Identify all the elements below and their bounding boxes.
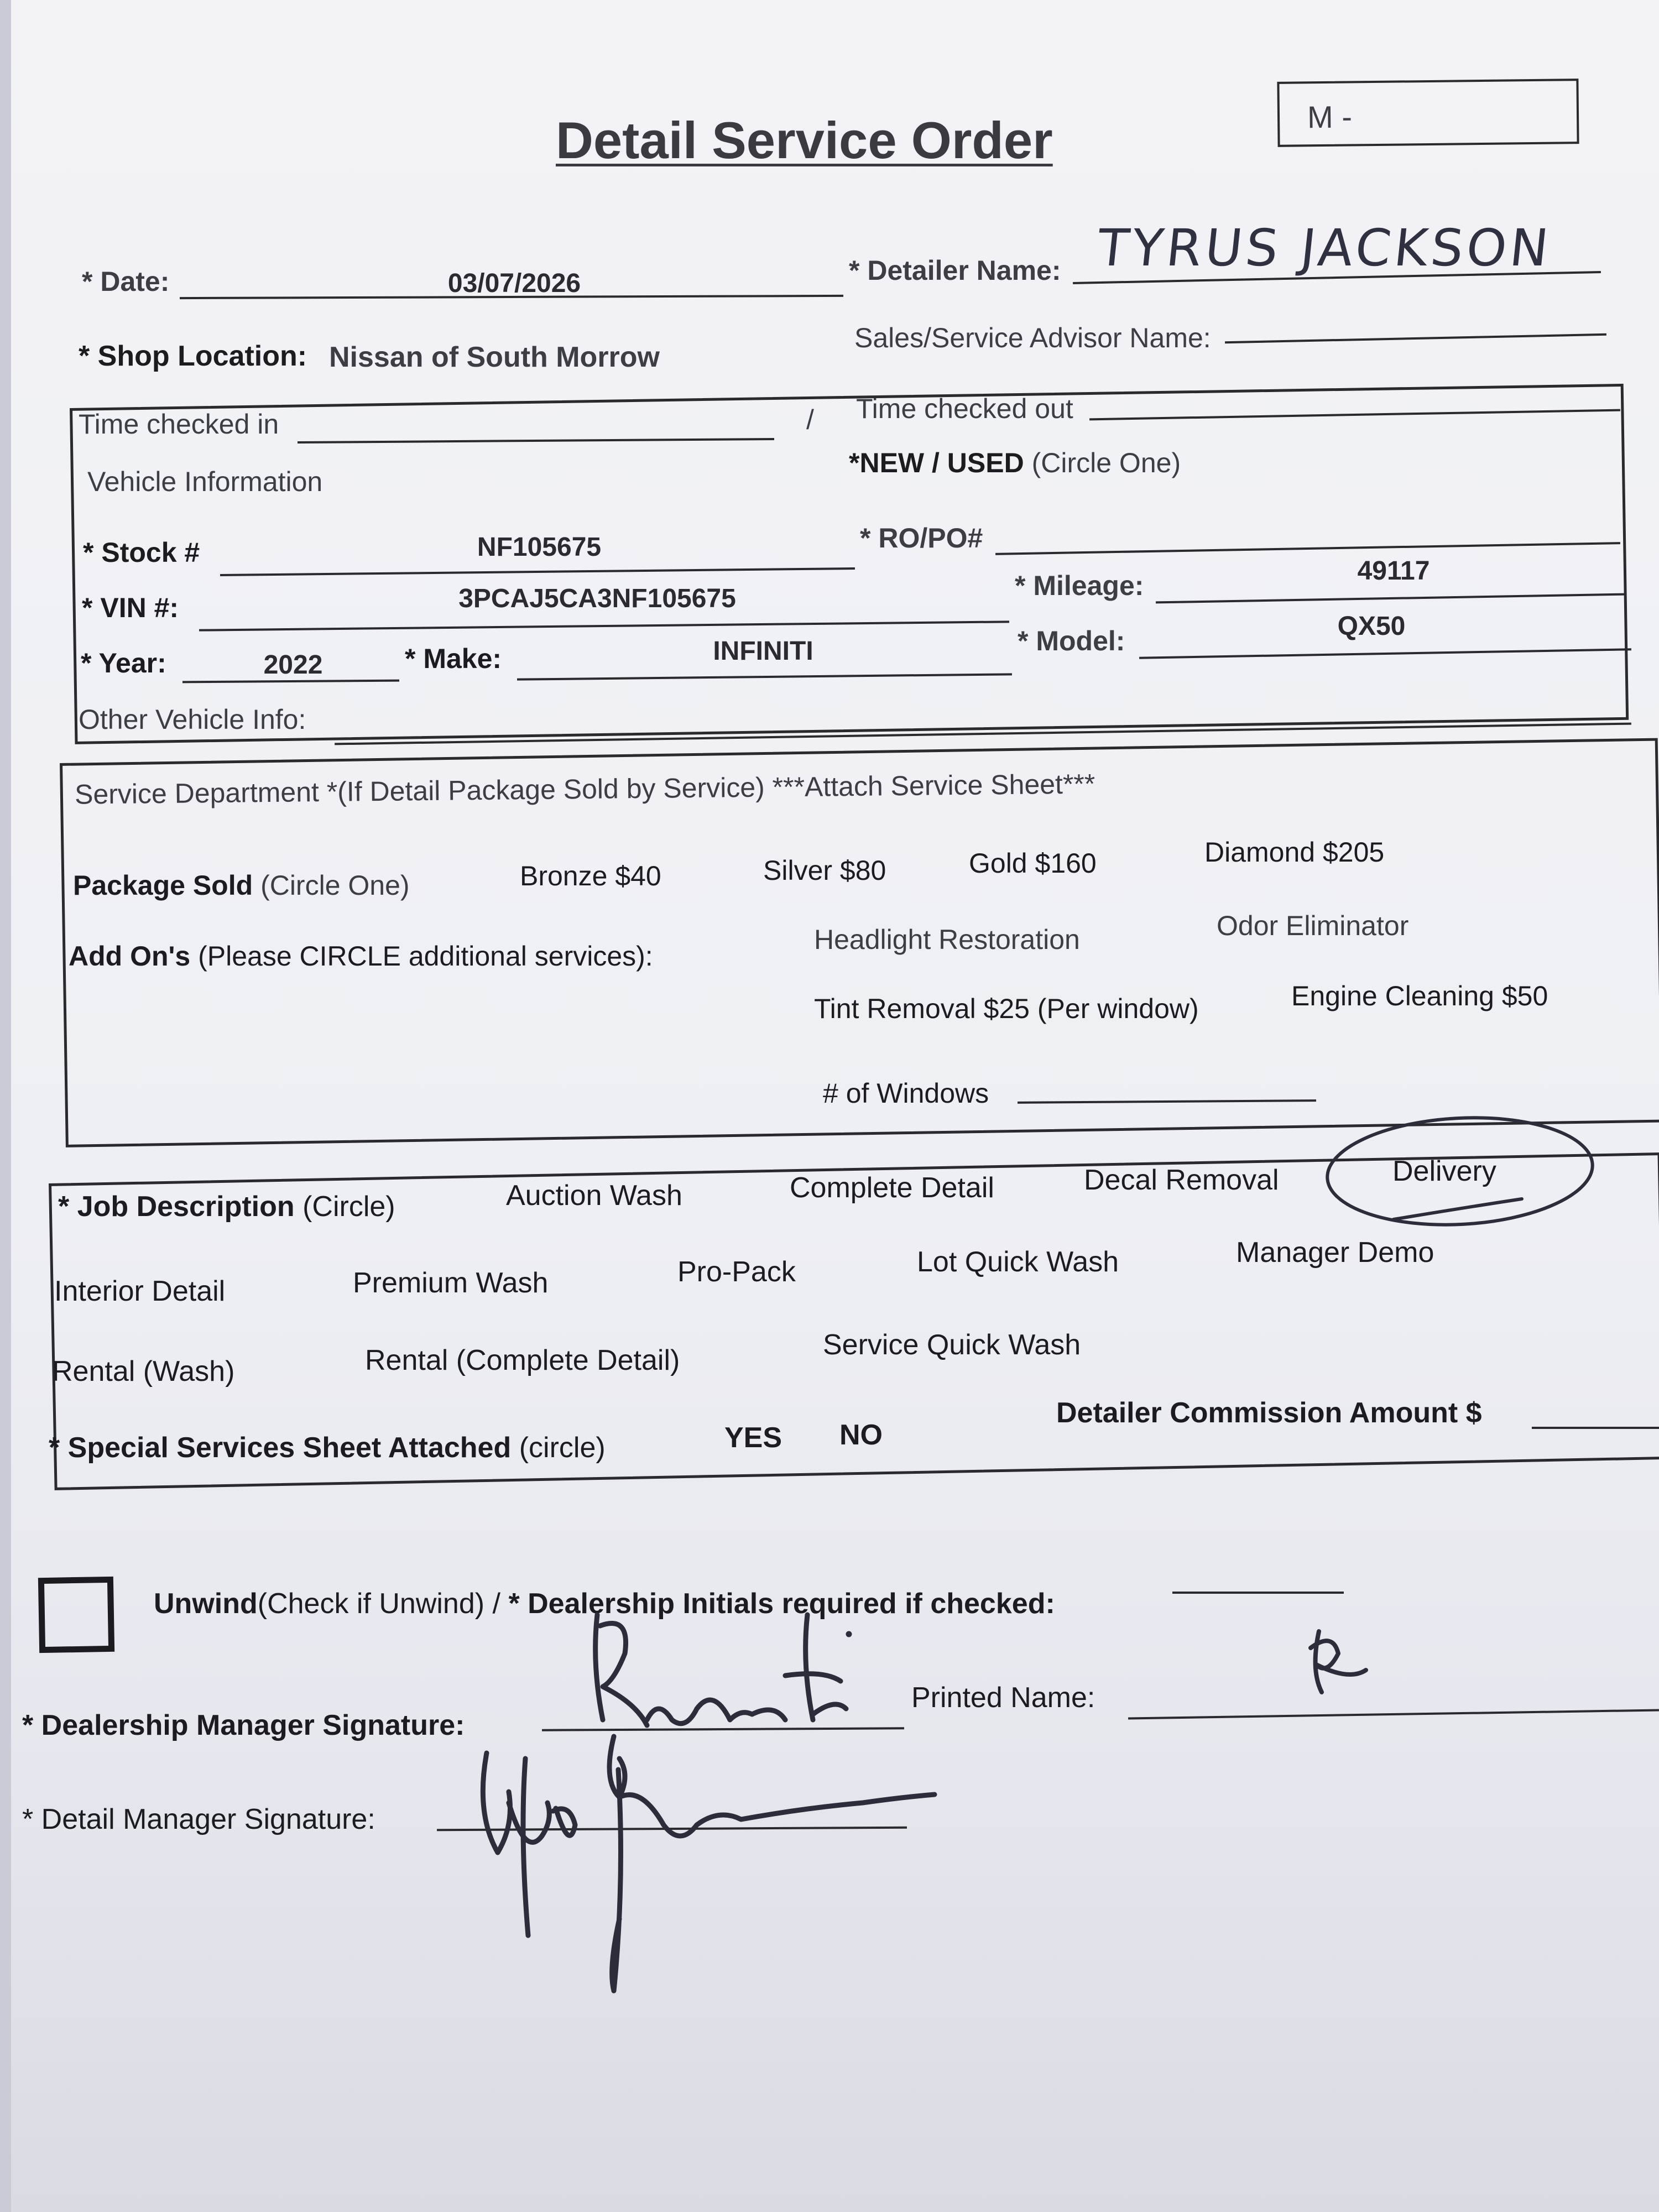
job-auction-wash[interactable]: Auction Wash bbox=[506, 1180, 682, 1212]
addon-headlight-restoration[interactable]: Headlight Restoration bbox=[814, 924, 1080, 955]
package-circle-note: (Circle One) bbox=[260, 870, 410, 901]
delivery-selection-circle bbox=[1324, 1112, 1595, 1232]
addon-odor-eliminator[interactable]: Odor Eliminator bbox=[1217, 910, 1409, 941]
model-value: QX50 bbox=[1337, 612, 1406, 641]
windows-count-label: # of Windows bbox=[823, 1078, 989, 1109]
model-label: * Model: bbox=[1018, 625, 1125, 656]
package-diamond[interactable]: Diamond $205 bbox=[1204, 837, 1385, 868]
new-used-label: *NEW / USED bbox=[849, 447, 1024, 478]
printed-name-initials-scribble bbox=[1311, 1631, 1366, 1692]
printed-name-label: Printed Name: bbox=[911, 1682, 1095, 1714]
special-services-yes[interactable]: YES bbox=[724, 1422, 782, 1454]
special-services-no[interactable]: NO bbox=[839, 1419, 883, 1451]
make-label: * Make: bbox=[405, 643, 502, 674]
job-rental-complete-detail[interactable]: Rental (Complete Detail) bbox=[365, 1344, 680, 1376]
m-number-label: M - bbox=[1307, 99, 1353, 135]
special-services-circle-note: (circle) bbox=[519, 1432, 606, 1464]
package-sold-label: Package Sold bbox=[73, 870, 253, 901]
vin-value: 3PCAJ5CA3NF105675 bbox=[458, 584, 736, 613]
job-pro-pack[interactable]: Pro-Pack bbox=[677, 1256, 796, 1288]
detailer-name-handwritten: TYRUS JACKSON bbox=[1094, 218, 1554, 278]
advisor-label: Sales/Service Advisor Name: bbox=[854, 322, 1211, 353]
service-department-heading: Service Department *(If Detail Package Sold by Service) ***Attach Service Sheet*** bbox=[74, 768, 1095, 810]
mileage-label: * Mileage: bbox=[1015, 570, 1144, 601]
date-value: 03/07/2026 bbox=[447, 269, 581, 298]
job-interior-detail[interactable]: Interior Detail bbox=[54, 1275, 226, 1307]
detailer-label: * Detailer Name: bbox=[849, 255, 1061, 286]
date-label: * Date: bbox=[82, 266, 170, 297]
job-description-circle-note: (Circle) bbox=[302, 1191, 395, 1223]
stock-label: * Stock # bbox=[83, 537, 200, 568]
commission-label: Detailer Commission Amount $ bbox=[1056, 1397, 1482, 1429]
job-lot-quick-wash[interactable]: Lot Quick Wash bbox=[917, 1246, 1119, 1278]
page-title: Detail Service Order bbox=[556, 111, 1053, 169]
year-label: * Year: bbox=[81, 648, 166, 679]
delivery-circle-tail bbox=[1394, 1199, 1522, 1219]
add-ons-label: Add On's bbox=[69, 941, 191, 972]
package-silver[interactable]: Silver $80 bbox=[763, 855, 886, 886]
unwind-note: (Check if Unwind) / bbox=[257, 1588, 509, 1620]
unwind-label: Unwind bbox=[154, 1588, 258, 1620]
job-complete-detail[interactable]: Complete Detail bbox=[790, 1172, 994, 1204]
addon-tint-removal[interactable]: Tint Removal $25 (Per window) bbox=[814, 993, 1199, 1024]
stock-value: NF105675 bbox=[477, 533, 602, 562]
make-value: INFINITI bbox=[713, 637, 813, 666]
mileage-value: 49117 bbox=[1357, 556, 1430, 586]
job-rental-wash[interactable]: Rental (Wash) bbox=[52, 1355, 235, 1387]
special-services-label: * Special Services Sheet Attached bbox=[49, 1432, 512, 1464]
time-in-label: Time checked in bbox=[79, 409, 279, 440]
job-description-label: * Job Description bbox=[58, 1191, 295, 1223]
new-used-circle-note: (Circle One) bbox=[1031, 447, 1181, 478]
time-slash: / bbox=[806, 404, 814, 435]
year-value: 2022 bbox=[263, 650, 323, 680]
package-bronze[interactable]: Bronze $40 bbox=[520, 860, 661, 891]
job-premium-wash[interactable]: Premium Wash bbox=[353, 1267, 549, 1299]
job-manager-demo[interactable]: Manager Demo bbox=[1236, 1237, 1434, 1269]
package-gold[interactable]: Gold $160 bbox=[969, 848, 1097, 879]
other-vehicle-info-label: Other Vehicle Info: bbox=[79, 704, 306, 735]
shop-location-label: * Shop Location: bbox=[79, 340, 307, 372]
signature-dot bbox=[846, 1631, 852, 1637]
detail-manager-signature-label: * Detail Manager Signature: bbox=[22, 1803, 375, 1835]
vehicle-info-heading: Vehicle Information bbox=[87, 466, 323, 497]
addon-engine-cleaning[interactable]: Engine Cleaning $50 bbox=[1291, 980, 1548, 1011]
time-out-label: Time checked out bbox=[856, 393, 1073, 424]
dealership-initials-label: * Dealership Initials required if checked: bbox=[508, 1588, 1055, 1620]
shop-location-value: Nissan of South Morrow bbox=[329, 341, 660, 373]
add-ons-note: (Please CIRCLE additional services): bbox=[198, 941, 653, 972]
job-decal-removal[interactable]: Decal Removal bbox=[1084, 1164, 1279, 1196]
vin-label: * VIN #: bbox=[82, 592, 179, 623]
dealership-manager-signature-scribble bbox=[596, 1615, 846, 1725]
job-delivery[interactable]: Delivery bbox=[1392, 1155, 1496, 1187]
ro-po-label: * RO/PO# bbox=[860, 523, 983, 554]
dealership-manager-signature-label: * Dealership Manager Signature: bbox=[22, 1709, 465, 1741]
detail-manager-signature-scribble bbox=[483, 1736, 935, 1991]
job-service-quick-wash[interactable]: Service Quick Wash bbox=[823, 1329, 1081, 1361]
